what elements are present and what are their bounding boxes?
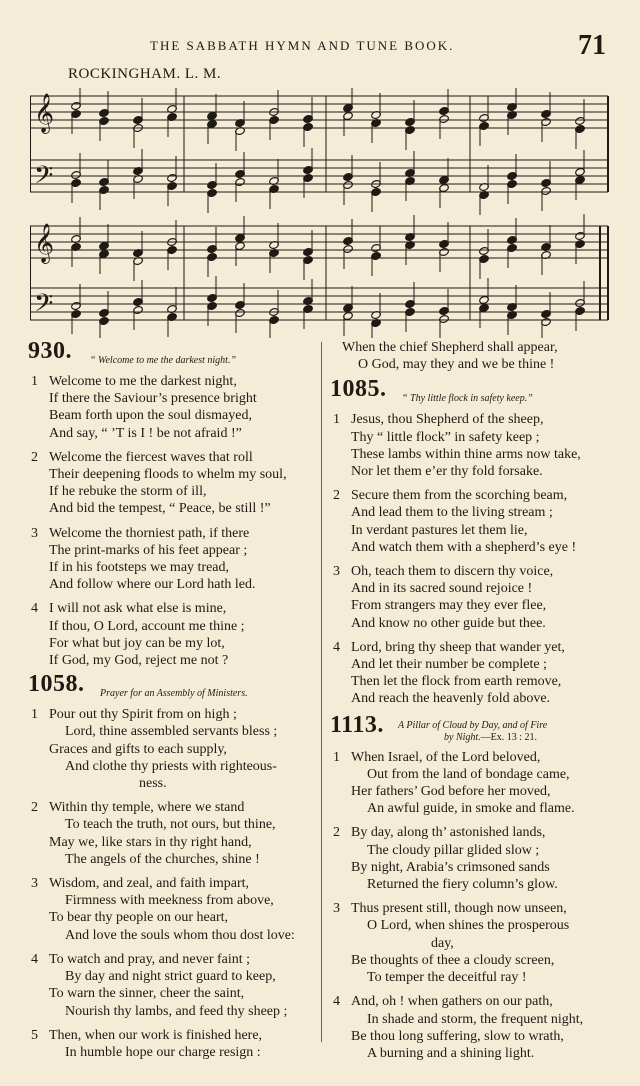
verse-line: And, oh ! when gathers on our path,	[351, 994, 553, 1010]
stanza-number: 3	[31, 525, 38, 541]
stanza	[28, 951, 318, 1020]
hymn-1085-heading	[330, 376, 615, 411]
treble-clef-icon: 𝄞	[34, 223, 55, 263]
bass-clef-icon: 𝄢	[34, 289, 54, 324]
stanza	[330, 900, 615, 986]
verse-line: Be thou long suffering, slow to wrath,	[351, 1028, 564, 1044]
verse-line: And love the souls whom thou dost love:	[65, 927, 295, 943]
stanza-number: 3	[31, 876, 38, 892]
verse-line: May we, like stars in thy right hand,	[49, 834, 252, 850]
stanza	[28, 600, 318, 669]
stanza	[28, 1027, 318, 1061]
verse-line: Welcome the thorniest path, if there	[49, 525, 250, 541]
verse-line: If thou, O Lord, account me thine ;	[49, 618, 245, 634]
page-number: 71	[578, 30, 606, 61]
verse-line: From strangers may they ever flee,	[351, 598, 547, 614]
music-score	[30, 88, 616, 338]
verse-line: And lead them to the living stream ;	[351, 505, 553, 521]
treble-clef-icon: 𝄞	[34, 93, 55, 133]
stanza-number: 1	[333, 412, 340, 428]
stanza	[330, 411, 615, 480]
stanza	[330, 563, 615, 632]
verse-line: And watch them with a shepherd’s eye !	[351, 539, 577, 555]
column-divider	[321, 342, 322, 1042]
verse-line: Thus present still, though now unseen,	[351, 901, 567, 917]
stanza	[330, 993, 615, 1062]
stanza	[330, 824, 615, 893]
verse-line: Firmness with meekness from above,	[65, 893, 274, 909]
hymn-subtitle-line-2	[444, 729, 537, 746]
verse-line: Lord, thine assembled servants bless ;	[65, 724, 278, 740]
stanza	[28, 875, 318, 944]
verse-line: For what but joy can be my lot,	[49, 635, 225, 651]
bass-clef-icon: 𝄢	[34, 161, 54, 196]
verse-line: Out from the land of bondage came,	[367, 766, 570, 782]
hymn-1058-stanzas	[28, 706, 318, 1061]
stanza-number: 4	[31, 951, 38, 967]
verse-line: To warn the sinner, cheer the saint,	[49, 986, 245, 1002]
verse-line: By night, Arabia’s crimsoned sands	[351, 859, 550, 875]
stanza-number: 2	[31, 800, 38, 816]
verse-line: O Lord, when shines the prosperous	[367, 918, 570, 934]
stanza-number: 1	[31, 374, 38, 389]
verse-line: And know no other guide but thee.	[351, 615, 546, 631]
verse-line: Nor let them e’er thy fold forsake.	[351, 464, 543, 480]
stanza-number: 4	[333, 639, 340, 655]
verse-line: To teach the truth, not ours, but thine,	[65, 817, 276, 833]
hymn-1058-continuation	[330, 339, 615, 373]
hymn-930-stanzas	[28, 373, 318, 669]
verse-line: The angels of the churches, shine !	[65, 851, 260, 867]
stanza	[28, 525, 318, 594]
hymn-1085-stanzas	[330, 411, 615, 707]
tune-title: ROCKINGHAM. L. M.	[68, 66, 222, 82]
verse-line: Welcome the fiercest waves that roll	[49, 449, 253, 465]
verse-line: Graces and gifts to each supply,	[49, 741, 227, 757]
verse-line: Nourish thy lambs, and feed thy sheep ;	[65, 1003, 288, 1019]
hymn-1113-heading	[330, 711, 615, 749]
verse-line: Lord, bring thy sheep that wander yet,	[351, 639, 565, 655]
stanza-number: 4	[333, 994, 340, 1010]
verse-line: Then let the flock from earth remove,	[351, 674, 562, 690]
verse-line: In shade and storm, the frequent night,	[367, 1011, 584, 1027]
verse-line: When Israel, of the Lord beloved,	[351, 749, 541, 765]
verse-line: To temper the deceitful ray !	[367, 970, 527, 986]
stanza-number: 1	[333, 749, 340, 765]
verse-line: ness.	[139, 776, 167, 792]
page-header	[0, 30, 640, 61]
verse-line: Be thoughts of thee a cloudy screen,	[351, 952, 555, 968]
verse-line: Within thy temple, where we stand	[49, 800, 245, 816]
verse-line: And follow where our Lord hath led.	[49, 577, 256, 593]
verse-line: Secure them from the scorching beam,	[351, 488, 568, 504]
verse-line: When the chief Shepherd shall appear,	[342, 340, 558, 355]
hymn-1113-stanzas	[330, 749, 615, 1062]
stanza-number: 1	[31, 707, 38, 723]
stanza	[28, 799, 318, 868]
verse-line: Returned the fiery column’s glow.	[367, 877, 558, 893]
stanza	[330, 487, 615, 556]
hymn-number: 930.	[28, 338, 72, 364]
hymn-1058-heading	[28, 671, 318, 706]
verse-line: And clothe thy priests with righteous-	[65, 758, 277, 774]
verse-line: Oh, teach them to discern thy voice,	[351, 564, 554, 580]
stanza-number: 2	[31, 449, 38, 465]
stanza	[330, 639, 615, 708]
verse-line: Jesus, thou Shepherd of the sheep,	[351, 412, 544, 428]
verse-line: These lambs within thine arms now take,	[351, 446, 581, 462]
hymn-number: 1058.	[28, 671, 85, 698]
verse-line: In verdant pastures let them lie,	[351, 522, 528, 538]
verse-line: An awful guide, in smoke and flame.	[367, 801, 575, 817]
verse-line: Welcome to me the darkest night,	[49, 374, 237, 389]
hymn-subtitle: “ Welcome to me the darkest night.”	[90, 355, 237, 366]
verse-line: If he rebuke the storm of ill,	[49, 484, 207, 500]
verse-line: A burning and a shining light.	[367, 1045, 535, 1061]
hymn-930-heading	[28, 338, 318, 373]
verse-line: The print-marks of his feet appear ;	[49, 542, 248, 558]
verse-line: Then, when our work is finished here,	[49, 1027, 263, 1043]
verse-line: And say, “ ’T is I ! be not afraid !”	[49, 425, 242, 441]
verse-line: Thy “ little flock” in safety keep ;	[351, 429, 540, 445]
verse-line: If in his footsteps we may tread,	[49, 560, 230, 576]
verse-line: I will not ask what else is mine,	[49, 601, 227, 617]
hymn-subtitle: Prayer for an Assembly of Ministers.	[100, 688, 248, 700]
right-column	[330, 339, 615, 1069]
verse-line: To watch and pray, and never faint ;	[49, 951, 251, 967]
verse-line: Beam forth upon the soul dismayed,	[49, 408, 252, 424]
verse-line: Her fathers’ God before her moved,	[351, 784, 551, 800]
verse-line: And in its sacred sound rejoice !	[351, 581, 533, 597]
verse-line: And bid the tempest, “ Peace, be still !”	[49, 501, 271, 517]
left-column	[28, 339, 318, 1068]
stanza-number: 3	[333, 901, 340, 917]
stanza-number: 2	[333, 488, 340, 504]
verse-line: The cloudy pillar glided slow ;	[367, 842, 540, 858]
verse-line: Wisdom, and zeal, and faith impart,	[49, 876, 250, 892]
verse-line: If God, my God, reject me not ?	[49, 653, 229, 669]
stanza	[28, 449, 318, 518]
running-title: THE SABBATH HYMN AND TUNE BOOK.	[150, 38, 455, 53]
verse-line: And reach the heavenly fold above.	[351, 691, 551, 707]
hymn-number: 1085.	[330, 376, 387, 403]
verse-line: And let their number be complete ;	[351, 657, 547, 673]
stanza-number: 4	[31, 601, 38, 617]
hymn-number: 1113.	[330, 711, 384, 738]
verse-line: Pour out thy Spirit from on high ;	[49, 707, 237, 723]
hymn-subtitle-cont: by Night.	[444, 731, 481, 743]
stanza-number: 3	[333, 564, 340, 580]
verse-line: O God, may they and we be thine !	[358, 357, 555, 373]
verse-line: Their deepening floods to whelm my soul,	[49, 467, 287, 483]
verse-line: To bear thy people on our heart,	[49, 910, 229, 926]
stanza	[28, 373, 318, 442]
verse-line: In humble hope our charge resign :	[65, 1044, 261, 1060]
stanza-number: 5	[31, 1027, 38, 1043]
hymn-subtitle: “ Thy little flock in safety keep.”	[402, 393, 533, 405]
verse-line: By day, along th’ astonished lands,	[351, 825, 546, 841]
verse-line: day,	[431, 935, 454, 951]
stanza	[28, 706, 318, 792]
verse-line: If there the Saviour’s presence bright	[49, 391, 257, 407]
stanza-number: 2	[333, 825, 340, 841]
scripture-reference: —Ex. 13 : 21.	[480, 731, 538, 743]
hymn-subtitle: A Pillar of Cloud by Day, and of Fire	[398, 719, 548, 731]
verse-line: By day and night strict guard to keep,	[65, 969, 276, 985]
stanza	[330, 749, 615, 818]
